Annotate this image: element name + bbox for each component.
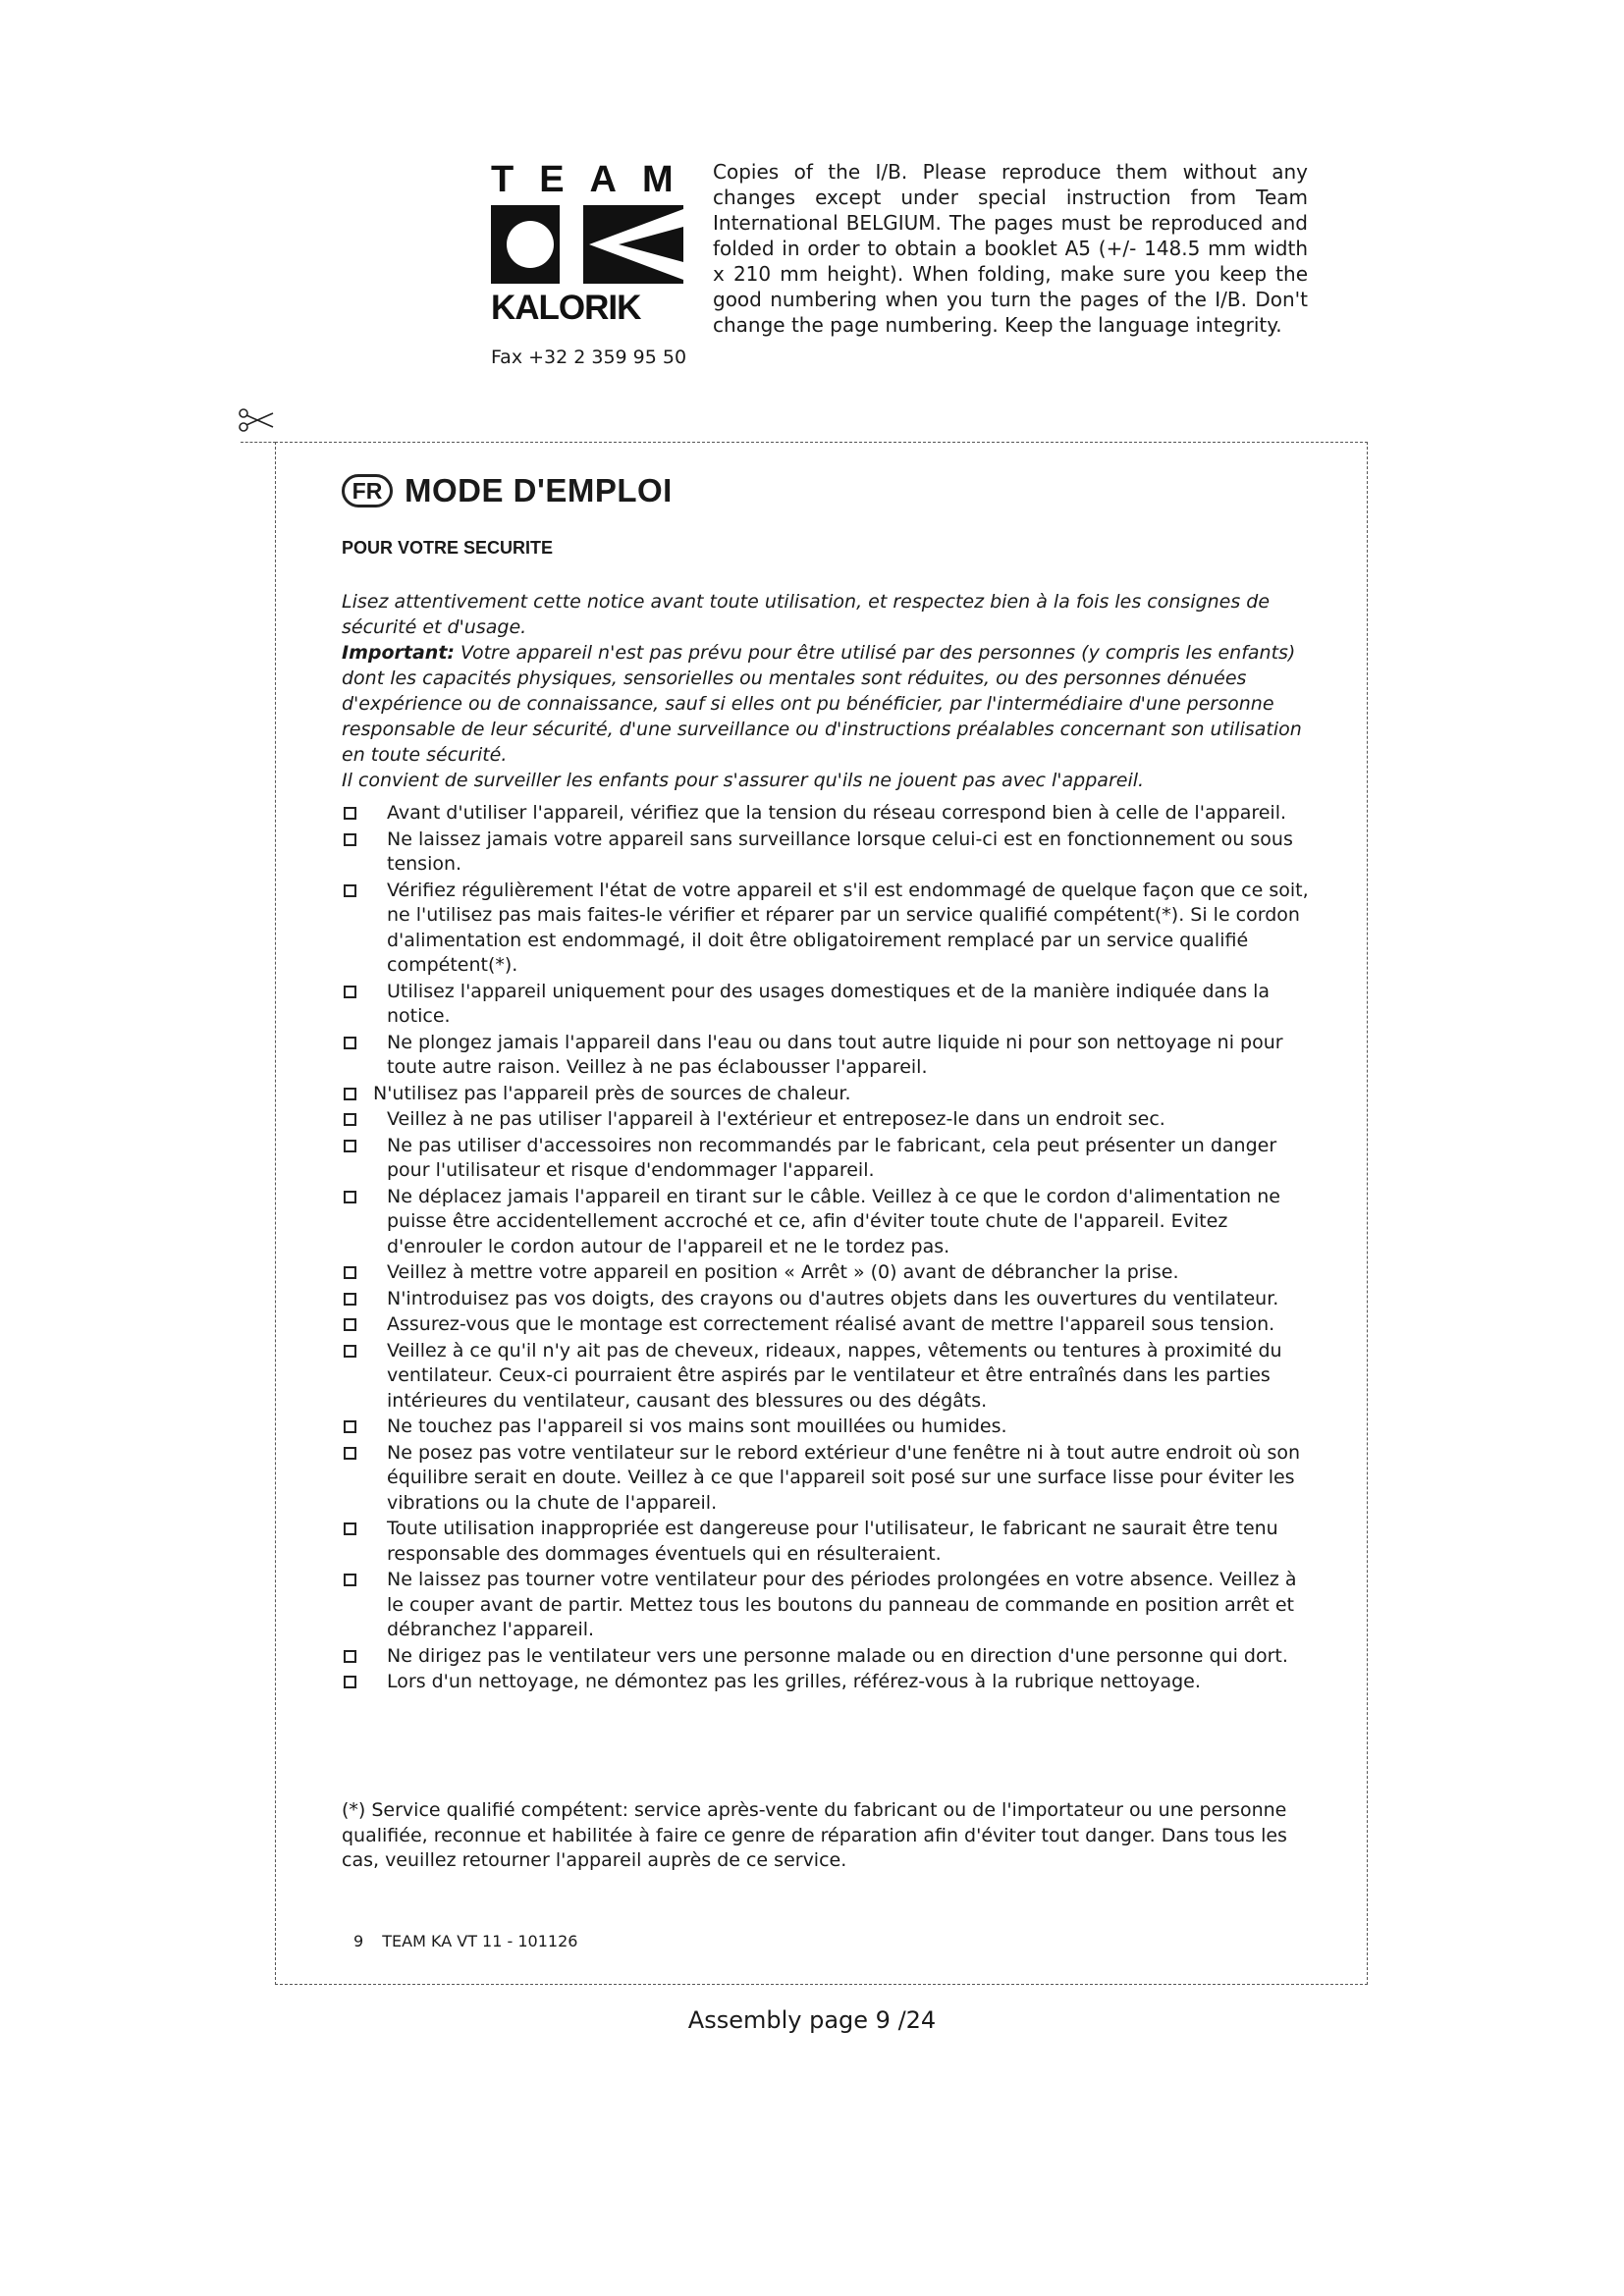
- important-text: Votre appareil n'est pas prévu pour être utilisé par des personnes (y compris les enfants) dont les capacités physiques, sensorielles ou mentales sont réduites, ou des personnes dénuées d'expérience ou de connaissance, sauf si elles ont pu bénéficier, par l'intermédiaire d'une personne responsable de leur sécurité, d'une surveillance ou d'instructions préalables concernant son utilisation en toute sécurité.: [342, 642, 1302, 766]
- list-item: Ne pas utiliser d'accessoires non recommandés par le fabricant, cela peut présenter un danger pour l'utilisateur et risque d'endommager l'appareil.: [342, 1134, 1310, 1184]
- list-item: Ne plongez jamais l'appareil dans l'eau ou dans tout autre liquide ni pour son nettoyage ni pour toute autre raison. Veillez à ne pas éclabousser l'appareil.: [342, 1031, 1310, 1081]
- children-warning: Il convient de surveiller les enfants pour s'assurer qu'ils ne jouent pas avec l'appareil.: [342, 770, 1145, 791]
- checkbox-bullet-icon: [344, 1574, 356, 1586]
- checkbox-bullet-icon: [344, 1345, 356, 1358]
- checkbox-bullet-icon: [344, 1140, 356, 1152]
- list-item: Ne déplacez jamais l'appareil en tirant sur le câble. Veillez à ce que le cordon d'alimentation ne puisse être accidentellement accroché et ce, afin d'éviter toute chute de l'appareil. Evitez d'enrouler le cordon autour de l'appareil et ne le tordez pas.: [342, 1185, 1310, 1260]
- scissors-icon: [236, 405, 275, 435]
- list-item: Utilisez l'appareil uniquement pour des usages domestiques et de la manière indiquée dans la notice.: [342, 980, 1310, 1030]
- safety-intro: [342, 589, 1304, 793]
- checkbox-bullet-icon: [344, 1037, 356, 1049]
- list-item: Ne posez pas votre ventilateur sur le rebord extérieur d'une fenêtre ni à tout autre endroit où son équilibre serait en doute. Veillez à ce que l'appareil soit posé sur une surface lisse pour éviter les vibrations ou la chute de l'appareil.: [342, 1441, 1310, 1517]
- list-item: Veillez à ne pas utiliser l'appareil à l'extérieur et entreposez-le dans un endroit sec.: [342, 1107, 1310, 1133]
- important-label: Important:: [342, 642, 456, 664]
- checkbox-bullet-icon: [344, 1522, 356, 1535]
- language-badge: FR: [342, 474, 393, 507]
- checkbox-bullet-icon: [344, 1420, 356, 1433]
- service-footnote: (*) Service qualifié compétent: service après-vente du fabricant ou de l'importateur ou une personne qualifiée, reconnue et habilitée à faire ce genre de réparation afin d'éviter tout danger. Dans tous les cas, veuillez retourner l'appareil auprès de ce service.: [342, 1799, 1287, 1871]
- section-title: POUR VOTRE SECURITE: [342, 538, 554, 558]
- list-item: Veillez à mettre votre appareil en position « Arrêt » (0) avant de débrancher la prise.: [342, 1260, 1310, 1286]
- list-item: Ne laissez jamais votre appareil sans surveillance lorsque celui-ci est en fonctionnement ou sous tension.: [342, 828, 1310, 878]
- list-item: Lors d'un nettoyage, ne démontez pas les grilles, référez-vous à la rubrique nettoyage.: [342, 1670, 1310, 1695]
- important-paragraph: [342, 640, 1304, 768]
- checkbox-bullet-icon: [344, 1266, 356, 1279]
- list-item: Vérifiez régulièrement l'état de votre appareil et s'il est endommagé de quelque façon que ce soit, ne l'utilisez pas mais faites-le vérifier et réparer par un service qualifié compétent(*). Si le cordon d'alimentation est endommagé, il doit être obligatoirement remplacé par un service qualifié compétent(*).: [342, 879, 1310, 979]
- page-heading: [342, 465, 673, 516]
- list-item: Toute utilisation inappropriée est dangereuse pour l'utilisateur, le fabricant ne saurait être tenu responsable des dommages éventuels qui en résulteraient.: [342, 1517, 1310, 1567]
- logo-team-text: TEAM: [491, 159, 699, 200]
- list-item: Assurez-vous que le montage est correctement réalisé avant de mettre l'appareil sous tension.: [342, 1312, 1310, 1338]
- assembly-page-label: Assembly page 9 /24: [687, 2006, 937, 2034]
- checkbox-bullet-icon: [344, 807, 356, 820]
- list-item: Veillez à ce qu'il n'y ait pas de cheveux, rideaux, nappes, vêtements ou tentures à proximité du ventilateur. Ceux-ci pourraient être aspirés par le ventilateur et être entraînés dans les parties intérieures du ventilateur, causant des blessures ou des dégâts.: [342, 1339, 1310, 1415]
- checkbox-bullet-icon: [344, 833, 356, 846]
- page-number: 9: [353, 1932, 364, 1950]
- checkbox-bullet-icon: [344, 1447, 356, 1460]
- fax-number: Fax +32 2 359 95 50: [491, 347, 687, 368]
- checkbox-bullet-icon: [344, 1088, 356, 1100]
- checkbox-bullet-icon: [344, 1293, 356, 1306]
- logo-kalorik-text: KALORIK: [491, 289, 641, 327]
- checkbox-bullet-icon: [344, 1318, 356, 1331]
- team-kalorik-logo: [491, 159, 699, 368]
- page-footer: [353, 1932, 577, 1950]
- safety-list: [342, 801, 1310, 1696]
- page-title: MODE D'EMPLOI: [405, 472, 673, 508]
- list-item: N'introduisez pas vos doigts, des crayons ou d'autres objets dans les ouvertures du ventilateur.: [342, 1287, 1310, 1312]
- checkbox-bullet-icon: [344, 1650, 356, 1663]
- kalorik-k-logo-icon: [491, 205, 683, 284]
- list-item: N'utilisez pas l'appareil près de sources de chaleur.: [342, 1082, 1310, 1107]
- checkbox-bullet-icon: [344, 1676, 356, 1688]
- checkbox-bullet-icon: [344, 986, 356, 998]
- checkbox-bullet-icon: [344, 1191, 356, 1203]
- list-item: Ne touchez pas l'appareil si vos mains sont mouillées ou humides.: [342, 1415, 1310, 1440]
- list-item: Ne dirigez pas le ventilateur vers une personne malade ou en direction d'une personne qui dort.: [342, 1644, 1310, 1670]
- checkbox-bullet-icon: [344, 884, 356, 897]
- cut-line: [241, 442, 276, 443]
- reproduction-instructions: Copies of the I/B. Please reproduce them without any changes except under special instruction from Team International BELGIUM. The pages must be reproduced and folded in order to obtain a booklet A5 (+/- 148.5 mm width x 210 mm height). When folding, make sure you keep the good numbering when you turn the pages of the I/B. Don't change the page numbering. Keep the language integrity.: [713, 160, 1308, 337]
- intro-line: Lisez attentivement cette notice avant toute utilisation, et respectez bien à la fois les consignes de sécurité et d'usage.: [342, 591, 1271, 638]
- document-code: TEAM KA VT 11 - 101126: [382, 1932, 578, 1950]
- list-item: Ne laissez pas tourner votre ventilateur pour des périodes prolongées en votre absence. Veillez à le couper avant de partir. Mettez tous les boutons du panneau de commande en position arrêt et débranchez l'appareil.: [342, 1568, 1310, 1643]
- checkbox-bullet-icon: [344, 1113, 356, 1126]
- list-item: Avant d'utiliser l'appareil, vérifiez que la tension du réseau correspond bien à celle de l'appareil.: [342, 801, 1310, 827]
